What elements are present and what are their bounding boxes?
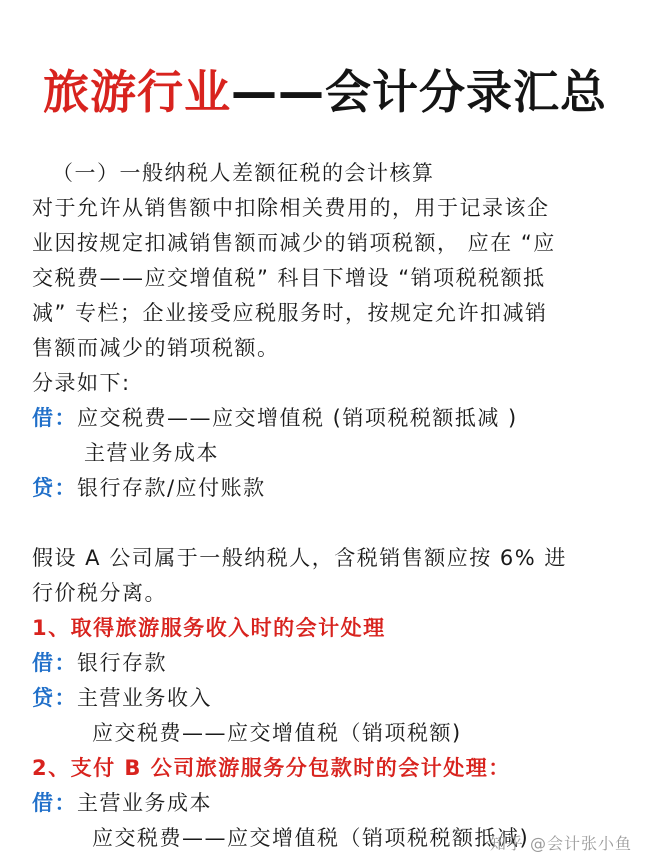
credit-line: 银行存款/应付账款 (77, 476, 266, 500)
credit-label: 贷： (32, 686, 77, 710)
example-line: 假设 A 公司属于一般纳税人，含税销售额应按 6% 进 (32, 546, 567, 570)
credit-line: 主营业务收入 (77, 686, 212, 710)
debit-line: 主营业务成本 (77, 791, 212, 815)
example-line: 行价税分离。 (32, 581, 167, 605)
entries-label: 分录如下: (32, 371, 131, 395)
credit-entry (32, 471, 632, 506)
step2-heading: 2、支付 B 公司旅游服务分包款时的会计处理： (32, 756, 511, 780)
step1-debit-entry (32, 646, 632, 681)
debit-line: 应交税费——应交增值税 (销项税税额抵减 ) (77, 406, 518, 430)
page-title (0, 62, 650, 122)
debit-label: 借： (32, 651, 77, 675)
debit-entry (32, 401, 632, 436)
paragraph-line: 减” 专栏；企业接受应税服务时，按规定允许扣减销 (32, 301, 548, 325)
step1-credit-line-2: 应交税费——应交增值税（销项税额) (92, 721, 462, 745)
paragraph-line: 业因按规定扣减销售额而减少的销项税额， 应在 “应 (32, 231, 556, 255)
title-red-part: 旅游行业 (43, 65, 231, 119)
credit-label: 贷： (32, 476, 77, 500)
debit-line-2: 主营业务成本 (84, 441, 219, 465)
paragraph-line: 交税费——应交增值税” 科目下增设 “销项税税额抵 (32, 266, 546, 290)
debit-line: 银行存款 (77, 651, 167, 675)
debit-label: 借： (32, 791, 77, 815)
section-heading: （一）一般纳税人差额征税的会计核算 (52, 161, 435, 185)
document-body (32, 156, 632, 856)
paragraph-line: 售额而减少的销项税额。 (32, 336, 280, 360)
watermark: 知乎 @会计张小鱼 (489, 834, 632, 853)
step2-debit-line-2: 应交税费——应交增值税（销项税税额抵减) (92, 826, 530, 850)
step1-heading: 1、取得旅游服务收入时的会计处理 (32, 616, 386, 640)
paragraph-line: 对于允许从销售额中扣除相关费用的，用于记录该企 (32, 196, 550, 220)
debit-label: 借： (32, 406, 77, 430)
step1-credit-entry (32, 681, 632, 716)
step2-debit-entry (32, 786, 632, 821)
spacer (32, 506, 632, 541)
title-black-part: ——会计分录汇总 (231, 65, 607, 119)
